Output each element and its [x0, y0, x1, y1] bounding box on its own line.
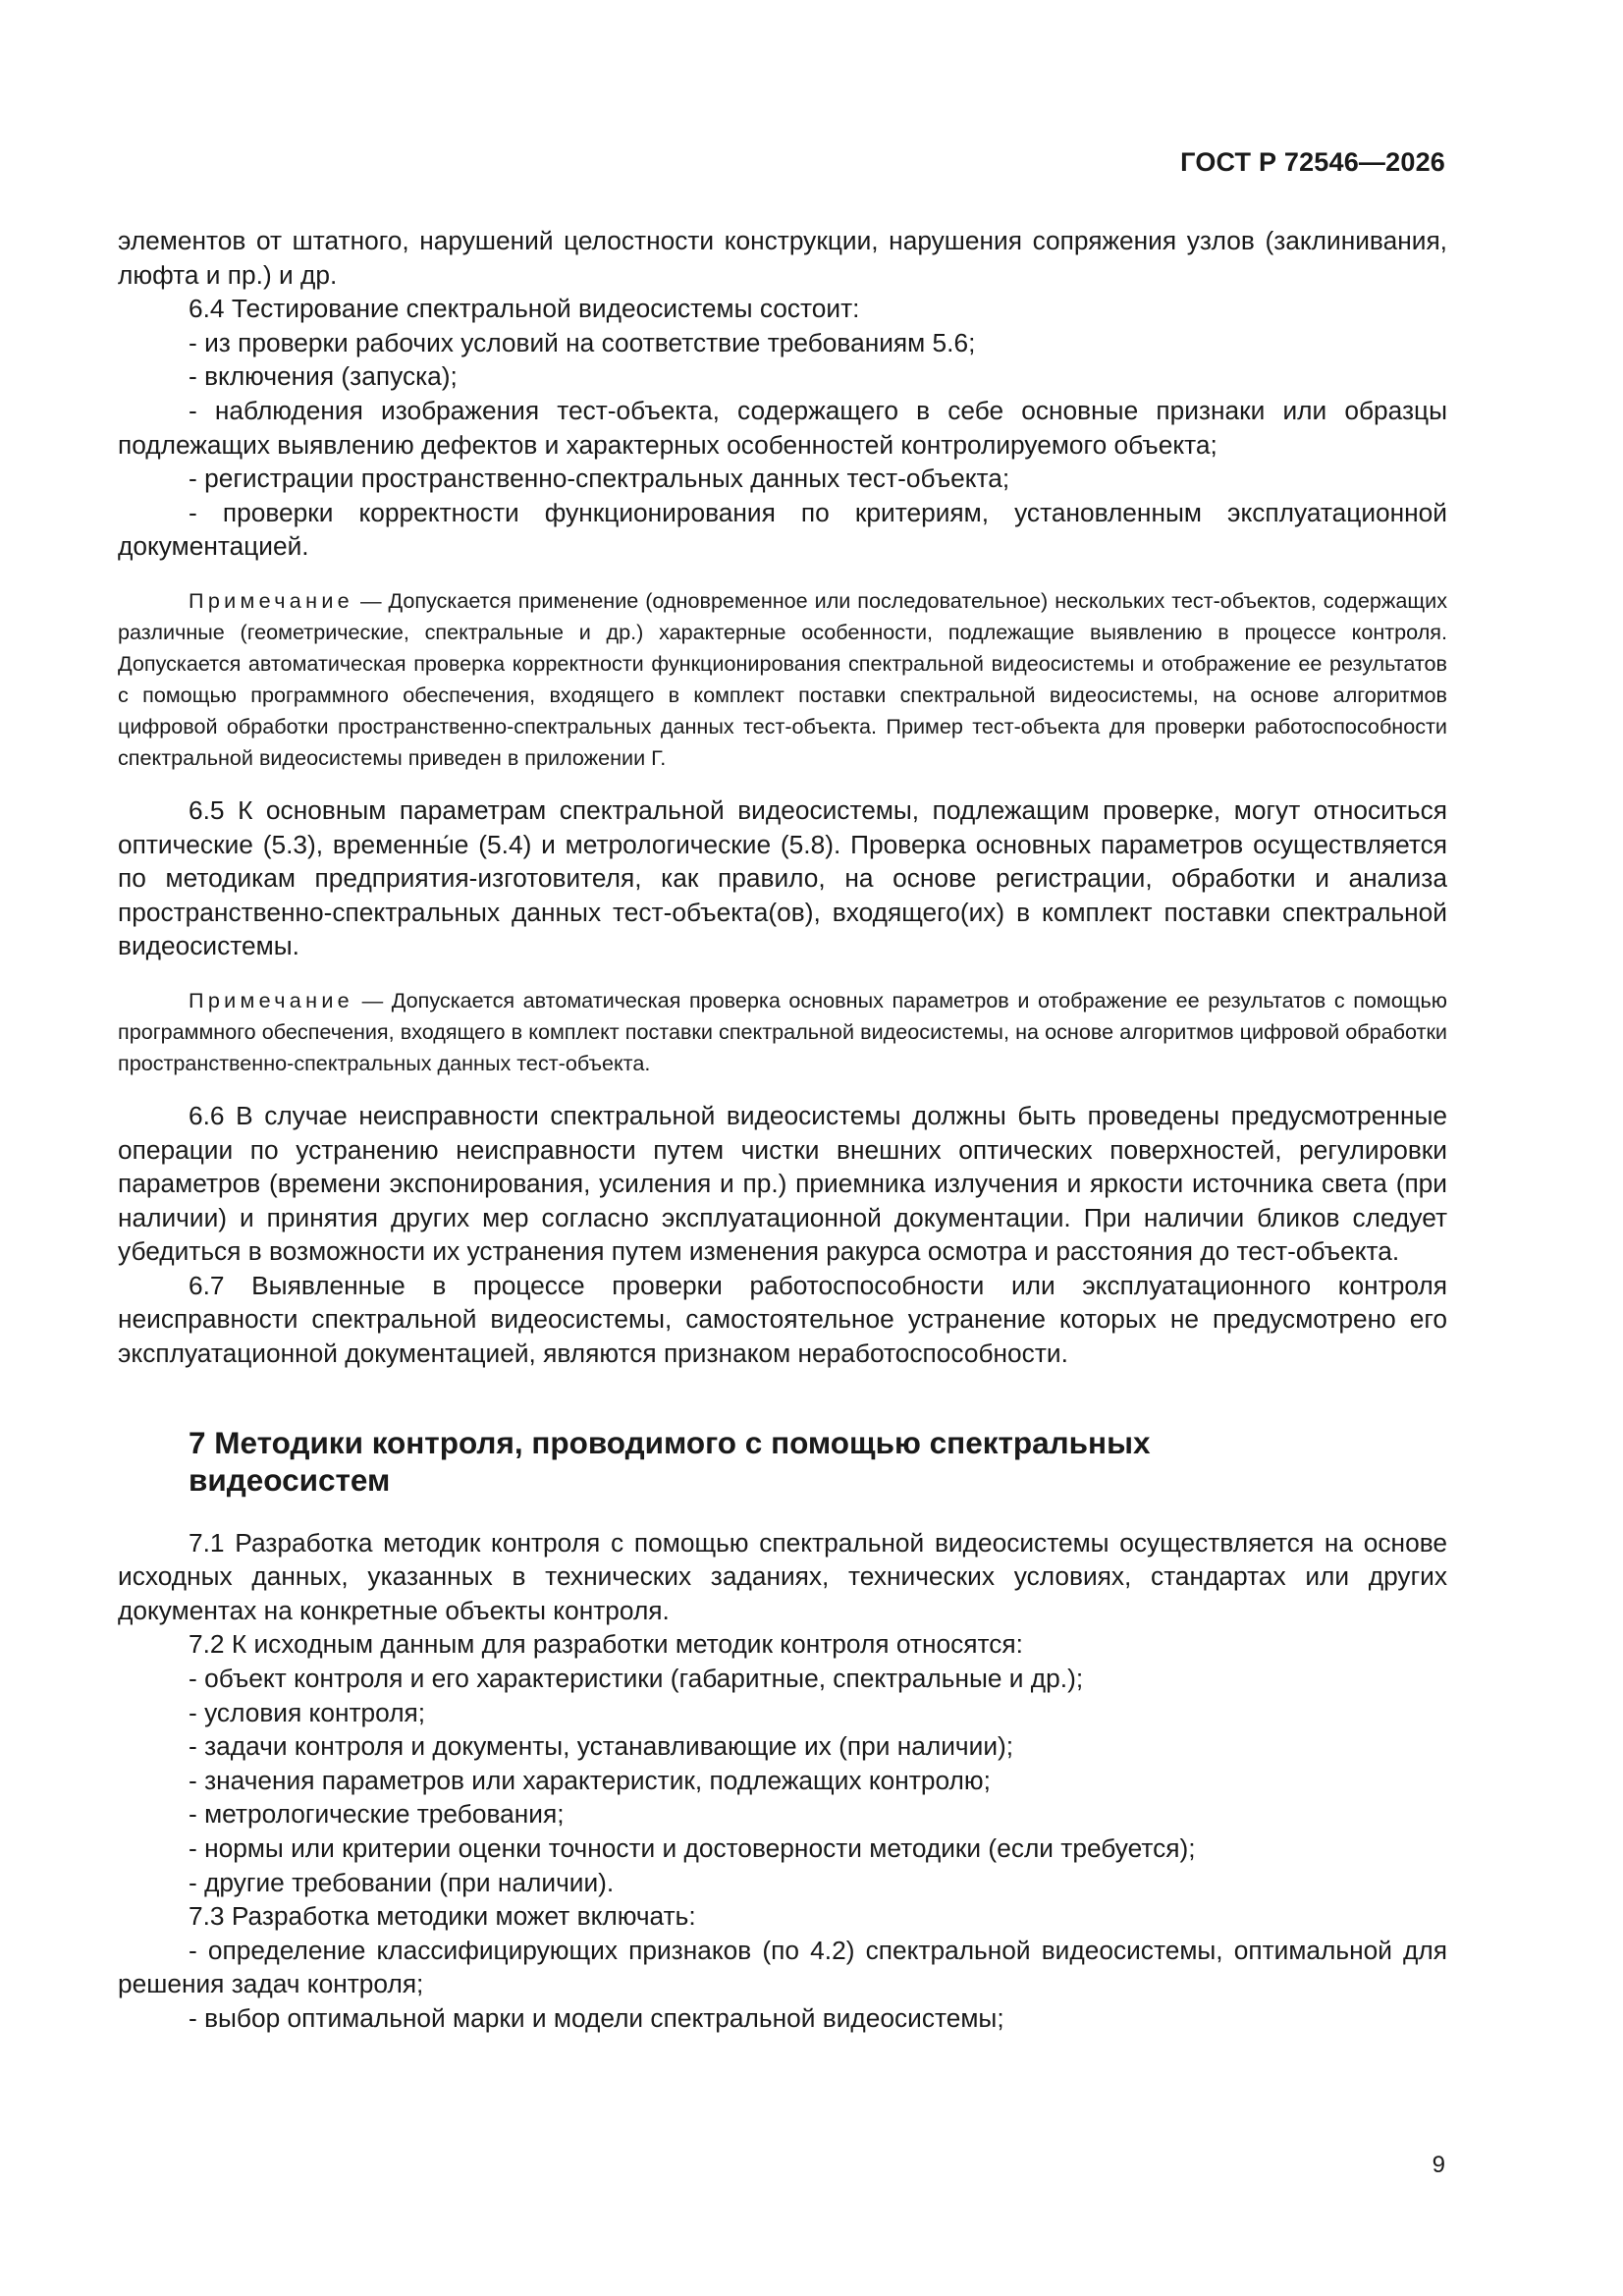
note-label: Примечание: [189, 987, 353, 1012]
list-item: - метрологические требования;: [189, 1799, 565, 1830]
continuation-paragraph: элементов от штатного, нарушений целостности конструкции, нарушения сопряжения узлов (заклинивания, люфта и пр.) и др.: [118, 226, 1447, 290]
list-item: - проверки корректности функционирования по критериям, установленным эксплуатационной документацией.: [118, 497, 1447, 562]
list-item: - значения параметров или характеристик, подлежащих контролю;: [189, 1765, 991, 1795]
list-item: - задачи контроля и документы, устанавливающие их (при наличии);: [189, 1731, 1014, 1762]
note-text: — Допускается автоматическая проверка основных параметров и отображение ее результатов с помощью программного обеспечения, входящего в комплект поставки спектральной видеосистемы, на основе алгоритмов цифровой обработки пространственно-спектральных данных тест-объекта.: [118, 987, 1447, 1075]
list-item: - нормы или критерии оценки точности и достоверности методики (если требуется);: [189, 1833, 1196, 1863]
list-item: - наблюдения изображения тест-объекта, содержащего в себе основные признаки или образцы подлежащих выявлению дефектов и характерных особенностей контролируемого объекта;: [118, 395, 1447, 460]
clause-6-6: 6.6 В случае неисправности спектральной видеосистемы должны быть проведены предусмотренные операции по устранению неисправности путем чистки внешних оптических поверхностей, регулировки параметров (времени экспонирования, усиления и пр.) приемника излучения и яркости источника света (при наличии) и принятия других мер согласно эксплуатационной документации. При наличии бликов следует убедиться в возможности их устранения путем изменения ракурса осмотра и расстояния до тест-объекта.: [118, 1100, 1447, 1267]
list-item: - выбор оптимальной марки и модели спектральной видеосистемы;: [189, 2002, 1004, 2033]
clause-7-3: 7.3 Разработка методики может включать:: [189, 1901, 696, 1932]
note-6-5: [118, 985, 1447, 1079]
list-item: - объект контроля и его характеристики (габаритные, спектральные и др.);: [189, 1664, 1084, 1694]
document-code: ГОСТ Р 72546—2026: [1180, 147, 1445, 177]
page-content: [118, 224, 1447, 2036]
note-text: — Допускается применение (одновременное или последовательное) нескольких тест-объектов, содержащих различные (геометрические, спектральные и др.) характерные особенности, подлежащие выявлению в процессе контроля. Допускается автоматическая проверка корректности функционирования спектральной видеосистемы и отображение ее результатов с помощью программного обеспечения, входящего в комплект поставки спектральной видеосистемы, на основе алгоритмов цифровой обработки пространственно-спектральных данных тест-объекта. Пример тест-объекта для проверки работоспособности спектральной видеосистемы приведен в приложении Г.: [118, 587, 1447, 770]
list-item: - регистрации пространственно-спектральных данных тест-объекта;: [189, 464, 1010, 494]
page-number: 9: [1432, 2152, 1445, 2178]
heading-line: 7 Методики контроля, проводимого с помощью спектральных: [189, 1424, 1151, 1460]
heading-line: видеосистем: [189, 1461, 391, 1498]
note-6-4: [118, 585, 1447, 774]
clause-7-1: 7.1 Разработка методик контроля с помощью спектральной видеосистемы осуществляется на основе исходных данных, указанных в технических заданиях, технических условиях, стандартах или других документах на конкретные объекты контроля.: [118, 1527, 1447, 1625]
list-item: - условия контроля;: [189, 1697, 426, 1727]
clause-7-2: 7.2 К исходным данным для разработки методик контроля относятся:: [189, 1629, 1023, 1660]
list-item: - включения (запуска);: [189, 361, 458, 392]
clause-6-5: 6.5 К основным параметрам спектральной видеосистемы, подлежащим проверке, могут относиться оптические (5.3), временны́е (5.4) и метрологические (5.8). Проверка основных параметров осуществляется по методикам предприятия-изготовителя, как правило, на основе регистрации, обработки и анализа пространственно-спектральных данных тест-объекта(ов), входящего(их) в комплект поставки спектральной видеосистемы.: [118, 794, 1447, 961]
list-item: - из проверки рабочих условий на соответствие требованиям 5.6;: [189, 327, 976, 357]
list-item: - другие требовании (при наличии).: [189, 1867, 615, 1897]
clause-6-4: 6.4 Тестирование спектральной видеосистемы состоит:: [189, 294, 860, 324]
note-label: Примечание: [189, 587, 353, 613]
clause-6-7: 6.7 Выявленные в процессе проверки работоспособности или эксплуатационного контроля неисправности спектральной видеосистемы, самостоятельное устранение которых не предусмотрено его эксплуатационной документацией, являются признаком неработоспособности.: [118, 1270, 1447, 1369]
section-7-heading: [189, 1424, 1447, 1499]
list-item: - определение классифицирующих признаков (по 4.2) спектральной видеосистемы, оптимальной для решения задач контроля;: [118, 1935, 1447, 1999]
